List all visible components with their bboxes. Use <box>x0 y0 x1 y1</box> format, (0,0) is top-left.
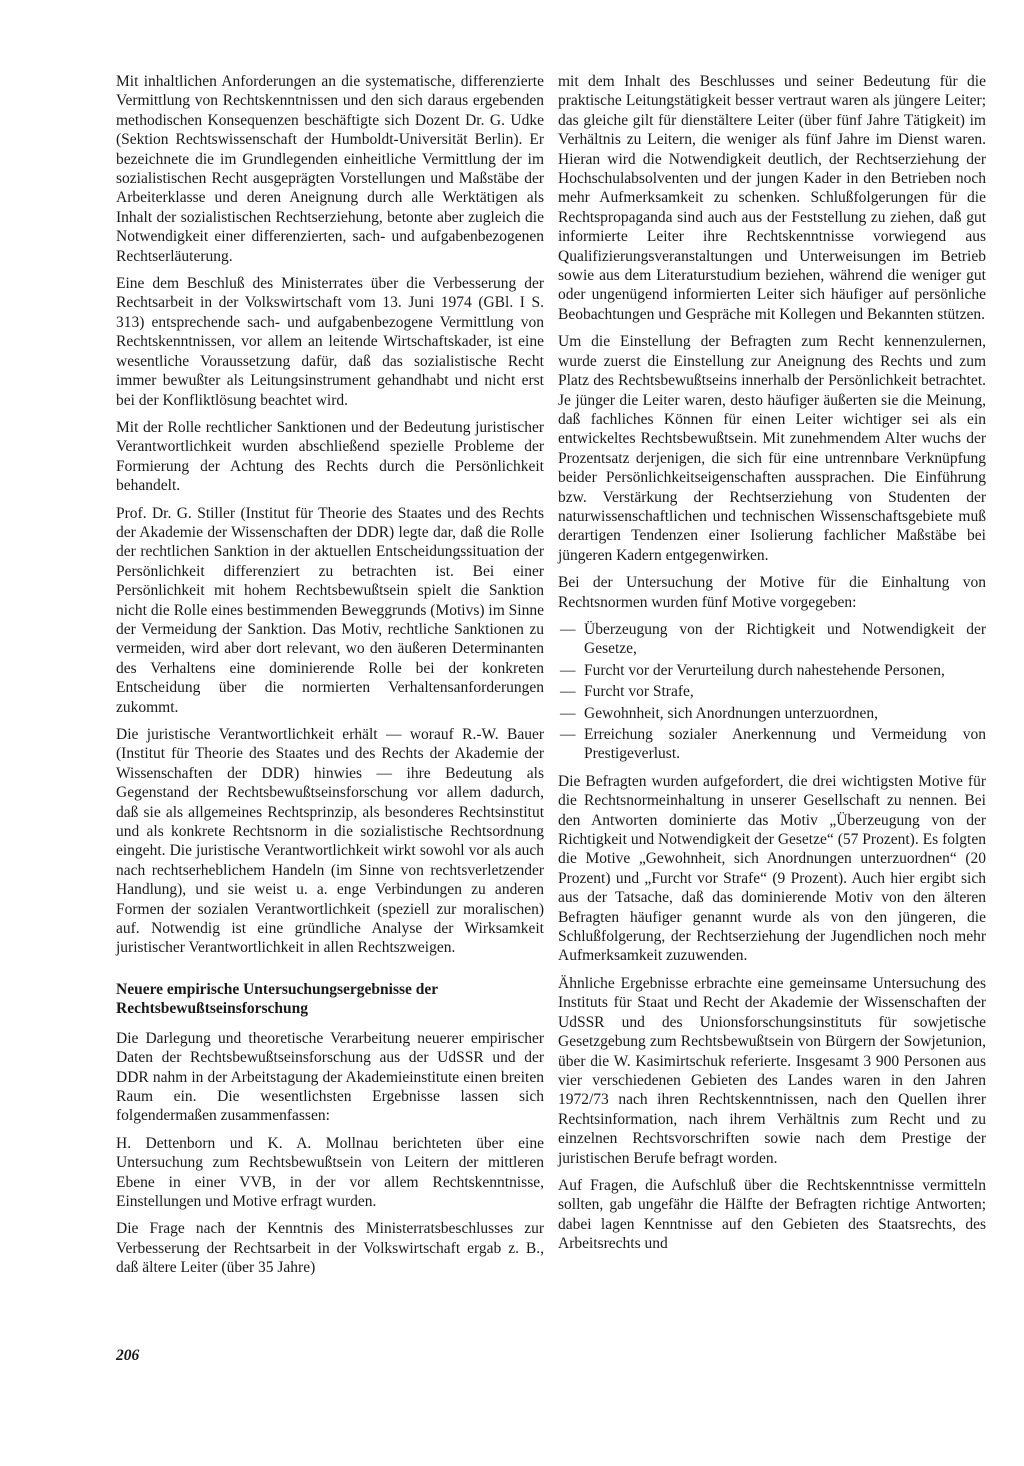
list-item-text: Furcht vor der Verurteilung durch nahestehende Personen, <box>584 661 945 679</box>
list-item <box>558 661 986 680</box>
paragraph: Die juristische Verantwortlichkeit erhält — worauf R.-W. Bauer (Institut für Theorie des Staates und des Rechts der Akademie der Wissenschaften der DDR) hinwies — ihre Bedeutung als Gegenstand der Rechtsbewußtseinsforschung vor allem dadurch, daß sie als allgemeines Rechtsprinzip, als besonderes Rechtsinstitut und als konkrete Rechtsnorm in die sozialistische Rechtsordnung eingeht. Die juristische Verantwortlichkeit wirkt sowohl vor als auch nach rechtserheblichem Handeln (im Sinne von rechtsverletzender Handlung), und sie weist u. a. enge Verbindungen zu anderen Formen der sozialen Verantwortlichkeit (speziell zur moralischen) auf. Notwendig ist eine gründliche Analyse der Wirksamkeit juristischer Verantwortlichkeit in allen Rechtszweigen. <box>116 726 544 957</box>
paragraph: Um die Einstellung der Befragten zum Recht kennenzulernen, wurde zuerst die Einstellung zur Aneignung des Rechts und zum Platz des Rechtsbewußtseins innerhalb der Persönlichkeit betrachtet. Je jünger die Leiter waren, desto häufiger äußerten sie die Meinung, daß fachliches Können für einen Leiter wichtiger sei als ein entwickeltes Rechtsbewußtsein. Mit zunehmendem Alter wuchs der Prozentsatz derjenigen, die sich für eine untrennbare Verknüpfung beider Persönlichkeitseigenschaften aussprachen. Die Einführung bzw. Verstärkung der Rechtserziehung von Studenten der naturwissenschaftlichen und technischen Wissenschaftsgebiete muß derartigen Tendenzen einer Isolierung fachlicher Maßstäbe bei jüngeren Kadern entgegenwirken. <box>558 333 986 564</box>
list-item <box>558 682 986 701</box>
list-item <box>558 704 986 723</box>
list-item-text: Gewohnheit, sich Anordnungen unterzuordnen, <box>584 704 879 722</box>
paragraph: Die Frage nach der Kenntnis des Ministerratsbeschlusses zur Verbesserung der Rechtsarbeit in der Volkswirtschaft ergab z. B., daß ältere Leiter (über 35 Jahre) <box>116 1220 544 1277</box>
list-dash: — <box>560 726 576 743</box>
list-item-text: Furcht vor Strafe, <box>584 683 694 701</box>
list-item <box>558 620 986 659</box>
paragraph: mit dem Inhalt des Beschlusses und seiner Bedeutung für die praktische Leitungstätigkeit besser vertraut waren als jüngere Leiter; das gleiche gilt für dienstältere Leiter (über fünf Jahre Tätigkeit) im Verhältnis zu Leitern, die weniger als fünf Jahre im Dienst waren. Hieran wird die Notwendigkeit deutlich, der Rechtserziehung der Hochschulabsolventen und der jungen Kader in den Betrieben noch mehr Aufmerksamkeit zu schenken. Schlußfolgerungen für die Rechtspropaganda sind auch aus der Feststellung zu ziehen, daß gut informierte Leiter ihre Rechtskenntnisse vorwiegend aus Qualifizierungsveranstaltungen und Unterweisungen im Betrieb sowie aus dem Literaturstudium beziehen, während die weniger gut oder ungenügend informierten Leiter sich häufiger auf persönliche Beobachtungen und Gespräche mit Kollegen und Bekannten stützen. <box>558 73 986 323</box>
paragraph: Ähnliche Ergebnisse erbrachte eine gemeinsame Untersuchung des Instituts für Staat und Recht der Akademie der Wissenschaften der UdSSR und des Unionsforschungsinstituts für sowjetische Gesetzgebung zum Rechtsbewußtsein von Bürgern der Sowjetunion, über die W. Kasimirtschuk referierte. Insgesamt 3 900 Personen aus vier verschiedenen Gebieten des Landes waren in den Jahren 1972/73 nach ihren Rechtskenntnissen, nach den Quellen ihrer Rechtsinformation, nach ihrem Verhältnis zum Recht und zu einzelnen Rechtsvorschriften sowie nach dem Prestige der juristischen Berufe befragt worden. <box>558 974 986 1167</box>
paragraph: Mit inhaltlichen Anforderungen an die systematische, differenzierte Vermittlung von Rechtskenntnissen und den sich daraus ergebenden methodischen Konsequenzen beschäftigte sich Dozent Dr. G. Udke (Sektion Rechtswissenschaft der Humboldt-Universität Berlin). Er bezeichnete die im Grundlegenden einheitliche Vermittlung der im sozialistischen Recht ausgeprägten Vorstellungen und Maßstäbe der Arbeiterklasse und deren Aneignung durch alle Werktätigen als Inhalt der sozialistischen Rechtserziehung, betonte aber zugleich die Notwendigkeit einer differenzierten, sach- und aufgabenbezogenen Rechtserläuterung. <box>116 73 544 265</box>
left-column <box>116 72 544 1286</box>
paragraph: Bei der Untersuchung der Motive für die Einhaltung von Rechtsnormen wurden fünf Motive vorgegeben: <box>558 574 986 611</box>
paragraph: Prof. Dr. G. Stiller (Institut für Theorie des Staates und des Rechts der Akademie der Wissenschaften der DDR) legte dar, daß die Rolle der rechtlichen Sanktion in der aktuellen Entscheidungssituation der Persönlichkeit differenziert zu betrachten ist. Bei einer Persönlichkeit mit hohem Rechtsbewußtsein spielt die Sanktion nicht die Rolle eines bestimmenden Beweggrunds (Motivs) im Sinne der Vermeidung der Sanktion. Das Motiv, rechtliche Sanktionen zu vermeiden, wird aber dort relevant, wo den äußeren Determinanten des Verhaltens eine dominierende Rolle bei der konkreten Entscheidung über die normierten Verhaltensanforderungen zukommt. <box>116 504 544 716</box>
page-number: 206 <box>116 1347 140 1364</box>
paragraph: H. Dettenborn und K. A. Mollnau berichteten über eine Untersuchung zum Rechtsbewußtsein von Leitern der mittleren Ebene in einer VVB, in der vor allem Rechtskenntnisse, Einstellungen und Motive erfragt wurden. <box>116 1134 544 1210</box>
paragraph: Eine dem Beschluß des Ministerrates über die Verbesserung der Rechtsarbeit in der Volkswirtschaft vom 13. Juni 1974 (GBl. I S. 313) entsprechende sach- und aufgabenbezogene Vermittlung von Rechtskenntnissen, vor allem an leitende Wirtschaftskader, ist eine wesentliche Voraussetzung dafür, daß das sozialistische Recht immer bewußter als Leitungsinstrument gehandhabt und nicht erst bei der Konfliktlösung beachtet wird. <box>116 275 544 409</box>
list-dash: — <box>560 683 576 701</box>
list-item <box>558 725 986 764</box>
list-item-text: Erreichung sozialer Anerkennung und Vermeidung von Prestigeverlust. <box>584 726 986 763</box>
section-heading: Neuere empirische Untersuchungsergebnisse der Rechtsbewußtseinsforschung <box>116 980 438 1018</box>
list-dash: — <box>560 704 576 722</box>
list-dash: — <box>560 661 576 679</box>
motives-list <box>558 620 986 764</box>
list-dash: — <box>560 620 576 638</box>
right-column <box>558 72 986 1262</box>
paragraph: Die Darlegung und theoretische Verarbeitung neuerer empirischer Daten der Rechtsbewußtseinsforschung aus der UdSSR und der DDR nahm in der Arbeitstagung der Akademieinstitute einen breiten Raum ein. Die wesentlichsten Ergebnisse lassen sich folgendermaßen zusammenfassen: <box>116 1029 544 1125</box>
list-item-text: Überzeugung von der Richtigkeit und Notwendigkeit der Gesetze, <box>584 620 986 658</box>
paragraph: Auf Fragen, die Aufschluß über die Rechtskenntnisse vermitteln sollten, gab ungefähr die Hälfte der Befragten richtige Antworten; dabei lagen Kenntnisse auf den Gebieten des Staatsrechts, des Arbeitsrechts und <box>558 1176 986 1253</box>
paragraph: Mit der Rolle rechtlicher Sanktionen und der Bedeutung juristischer Verantwortlichkeit wurden abschließend spezielle Probleme der Formierung der Achtung des Rechts durch die Persönlichkeit behandelt. <box>116 418 544 495</box>
paragraph: Die Befragten wurden aufgefordert, die drei wichtigsten Motive für die Rechtsnormeinhaltung in unserer Gesellschaft zu nennen. Bei den Antworten dominierte das Motiv „Überzeugung von der Richtigkeit und Notwendigkeit der Gesetze“ (57 Prozent). Es folgten die Motive „Gewohnheit, sich Anordnungen unterzuordnen“ (20 Prozent) und „Furcht vor Strafe“ (9 Prozent). Auch hier ergibt sich aus der Tatsache, daß das dominierende Motiv von den älteren Befragten häufiger genannt wurde als von den jüngeren, die Schlußfolgerung, der Rechtserziehung der Jugendlichen noch mehr Aufmerksamkeit zuzuwenden. <box>558 772 986 965</box>
